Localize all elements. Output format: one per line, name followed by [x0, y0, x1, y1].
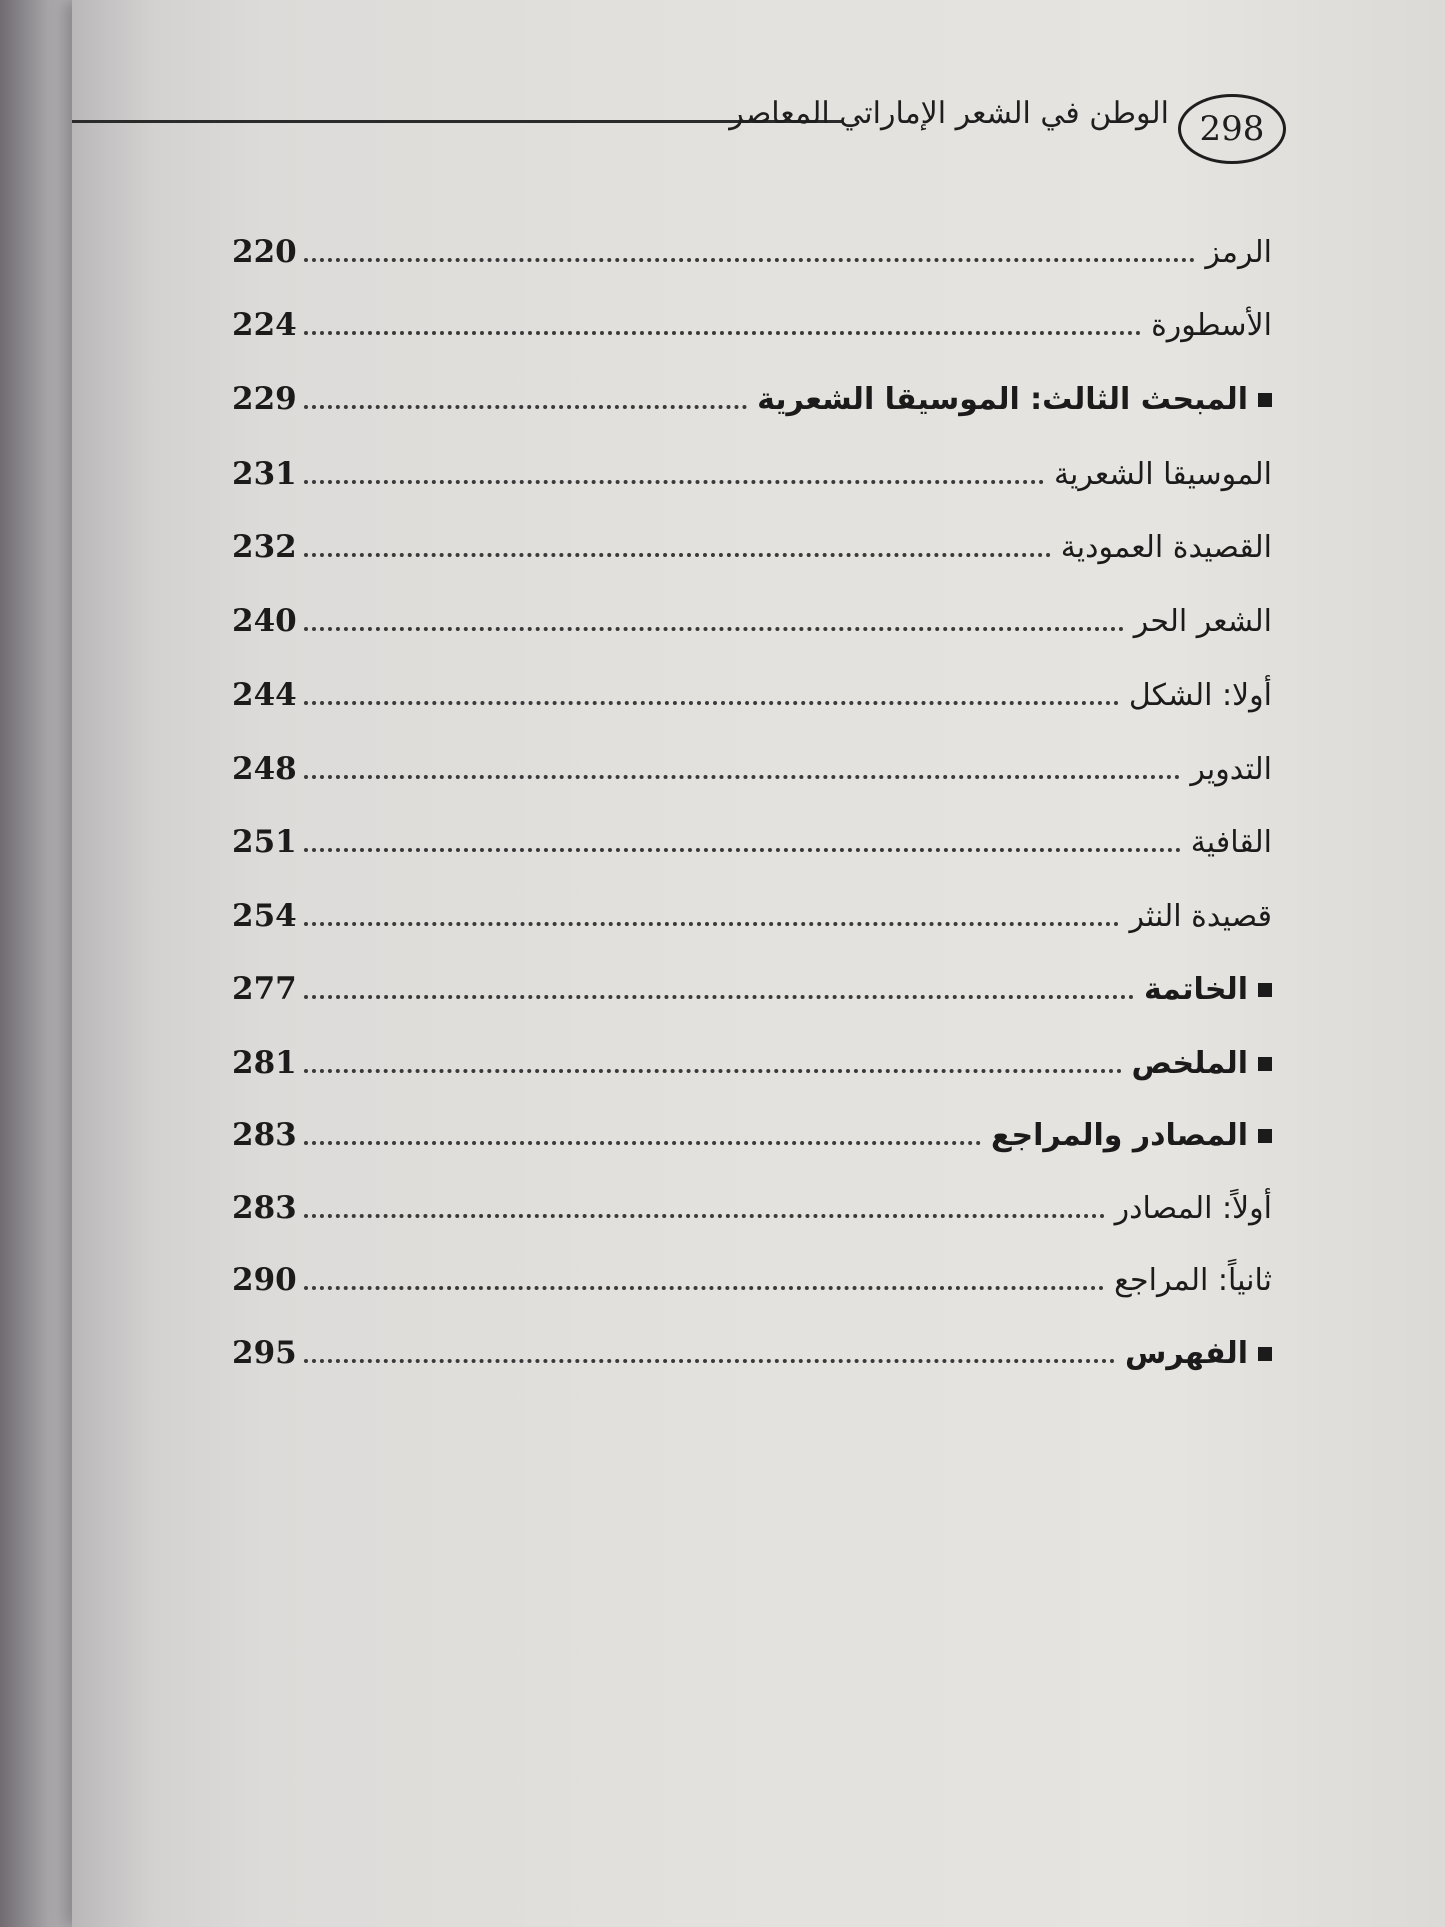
toc-entry-page: 224	[232, 307, 297, 343]
toc-entry-page: 244	[232, 677, 297, 713]
page-number-badge	[1178, 94, 1286, 164]
toc-entry-title	[1180, 752, 1272, 787]
toc-entry-label: القصيدة العمودية	[1060, 530, 1272, 565]
dot-leader	[304, 1359, 1115, 1363]
dot-leader	[304, 627, 1124, 631]
toc-entry	[232, 579, 1272, 639]
toc-entry-label: قصيدة النثر	[1129, 899, 1272, 934]
dot-leader	[304, 480, 1044, 484]
toc-entry	[232, 727, 1272, 787]
dot-leader	[304, 1286, 1104, 1290]
toc-entry-title	[1124, 604, 1272, 639]
toc-entry-label: الموسيقا الشعرية	[1053, 457, 1272, 492]
toc-entry	[232, 1166, 1272, 1226]
toc-entry	[232, 1093, 1272, 1153]
toc-entry-label: ثانياً: المراجع	[1114, 1263, 1272, 1298]
toc-entry-label: أولاً: المصادر	[1114, 1191, 1272, 1226]
toc-entry-title	[1051, 530, 1272, 565]
dot-leader	[304, 405, 747, 409]
toc-entry-title	[1141, 308, 1272, 343]
square-bullet-icon	[1258, 1129, 1272, 1143]
toc-entry-page: 220	[232, 234, 297, 270]
dot-leader	[304, 553, 1051, 557]
dot-leader	[304, 331, 1141, 335]
dot-leader	[304, 701, 1119, 705]
toc-entry-label: الرمز	[1205, 235, 1272, 270]
toc-entry	[232, 283, 1272, 343]
toc-entry	[232, 210, 1272, 270]
toc-entry-page: 240	[232, 603, 297, 639]
dot-leader	[304, 1141, 981, 1145]
dot-leader	[304, 258, 1195, 262]
dot-leader	[304, 922, 1119, 926]
square-bullet-icon	[1258, 393, 1272, 407]
dot-leader	[304, 848, 1181, 852]
toc-entry-label: المصادر والمراجع	[991, 1118, 1248, 1153]
square-bullet-icon	[1258, 1347, 1272, 1361]
dot-leader	[304, 1214, 1105, 1218]
toc-entry-title	[1122, 1046, 1272, 1081]
toc-entry-page: 251	[232, 824, 297, 860]
toc-entry	[232, 653, 1272, 713]
toc-entry	[232, 947, 1272, 1007]
toc-entry-label: أولا: الشكل	[1128, 678, 1272, 713]
toc-entry-page: 283	[232, 1117, 297, 1153]
toc-entry-title	[1195, 235, 1272, 270]
toc-entry-title	[747, 382, 1272, 417]
toc-entry-title	[1181, 825, 1272, 860]
toc-entry	[232, 800, 1272, 860]
toc-entry	[232, 357, 1272, 417]
dot-leader	[304, 775, 1180, 779]
toc-entry-label: الشعر الحر	[1133, 604, 1272, 639]
toc-entry	[232, 1238, 1272, 1298]
dot-leader	[304, 995, 1134, 999]
running-title: الوطن في الشعر الإماراتي المعاصر	[729, 96, 1169, 131]
toc-entry-page: 229	[232, 381, 297, 417]
dot-leader	[304, 1069, 1122, 1073]
toc-entry	[232, 1021, 1272, 1081]
toc-entry	[232, 505, 1272, 565]
toc-entry-title	[1115, 1336, 1272, 1371]
square-bullet-icon	[1258, 1057, 1272, 1071]
toc-entry-page: 248	[232, 751, 297, 787]
toc-entry-label: الأسطورة	[1151, 308, 1272, 343]
toc-entry-page: 290	[232, 1262, 297, 1298]
page-number: 298	[1199, 109, 1265, 149]
toc-entry-title	[1104, 1263, 1272, 1298]
square-bullet-icon	[1258, 983, 1272, 997]
toc-entry-label: الملخص	[1131, 1046, 1248, 1081]
toc-entry-label: المبحث الثالث: الموسيقا الشعرية	[757, 382, 1248, 417]
toc-entry-label: الفهرس	[1124, 1336, 1248, 1371]
toc-entry-page: 232	[232, 529, 297, 565]
toc-entry	[232, 874, 1272, 934]
toc-entry-page: 254	[232, 898, 297, 934]
toc-entry-title	[1044, 457, 1272, 492]
toc-entry-title	[1119, 678, 1272, 713]
toc-entry-page: 295	[232, 1335, 297, 1371]
toc-entry-title	[981, 1118, 1272, 1153]
toc-entry	[232, 1311, 1272, 1371]
toc-entry-label: التدوير	[1190, 752, 1272, 787]
toc-entry-label: الخاتمة	[1143, 972, 1248, 1007]
toc-entry-title	[1119, 899, 1272, 934]
toc-entry-page: 231	[232, 456, 297, 492]
toc-entry-title	[1105, 1191, 1272, 1226]
toc-entry-page: 277	[232, 971, 297, 1007]
toc-entry-page: 283	[232, 1190, 297, 1226]
toc-entry	[232, 432, 1272, 492]
toc-entry-page: 281	[232, 1045, 297, 1081]
toc-entry-label: القافية	[1190, 825, 1272, 860]
toc-entry-title	[1134, 972, 1272, 1007]
header-rule	[72, 120, 842, 123]
